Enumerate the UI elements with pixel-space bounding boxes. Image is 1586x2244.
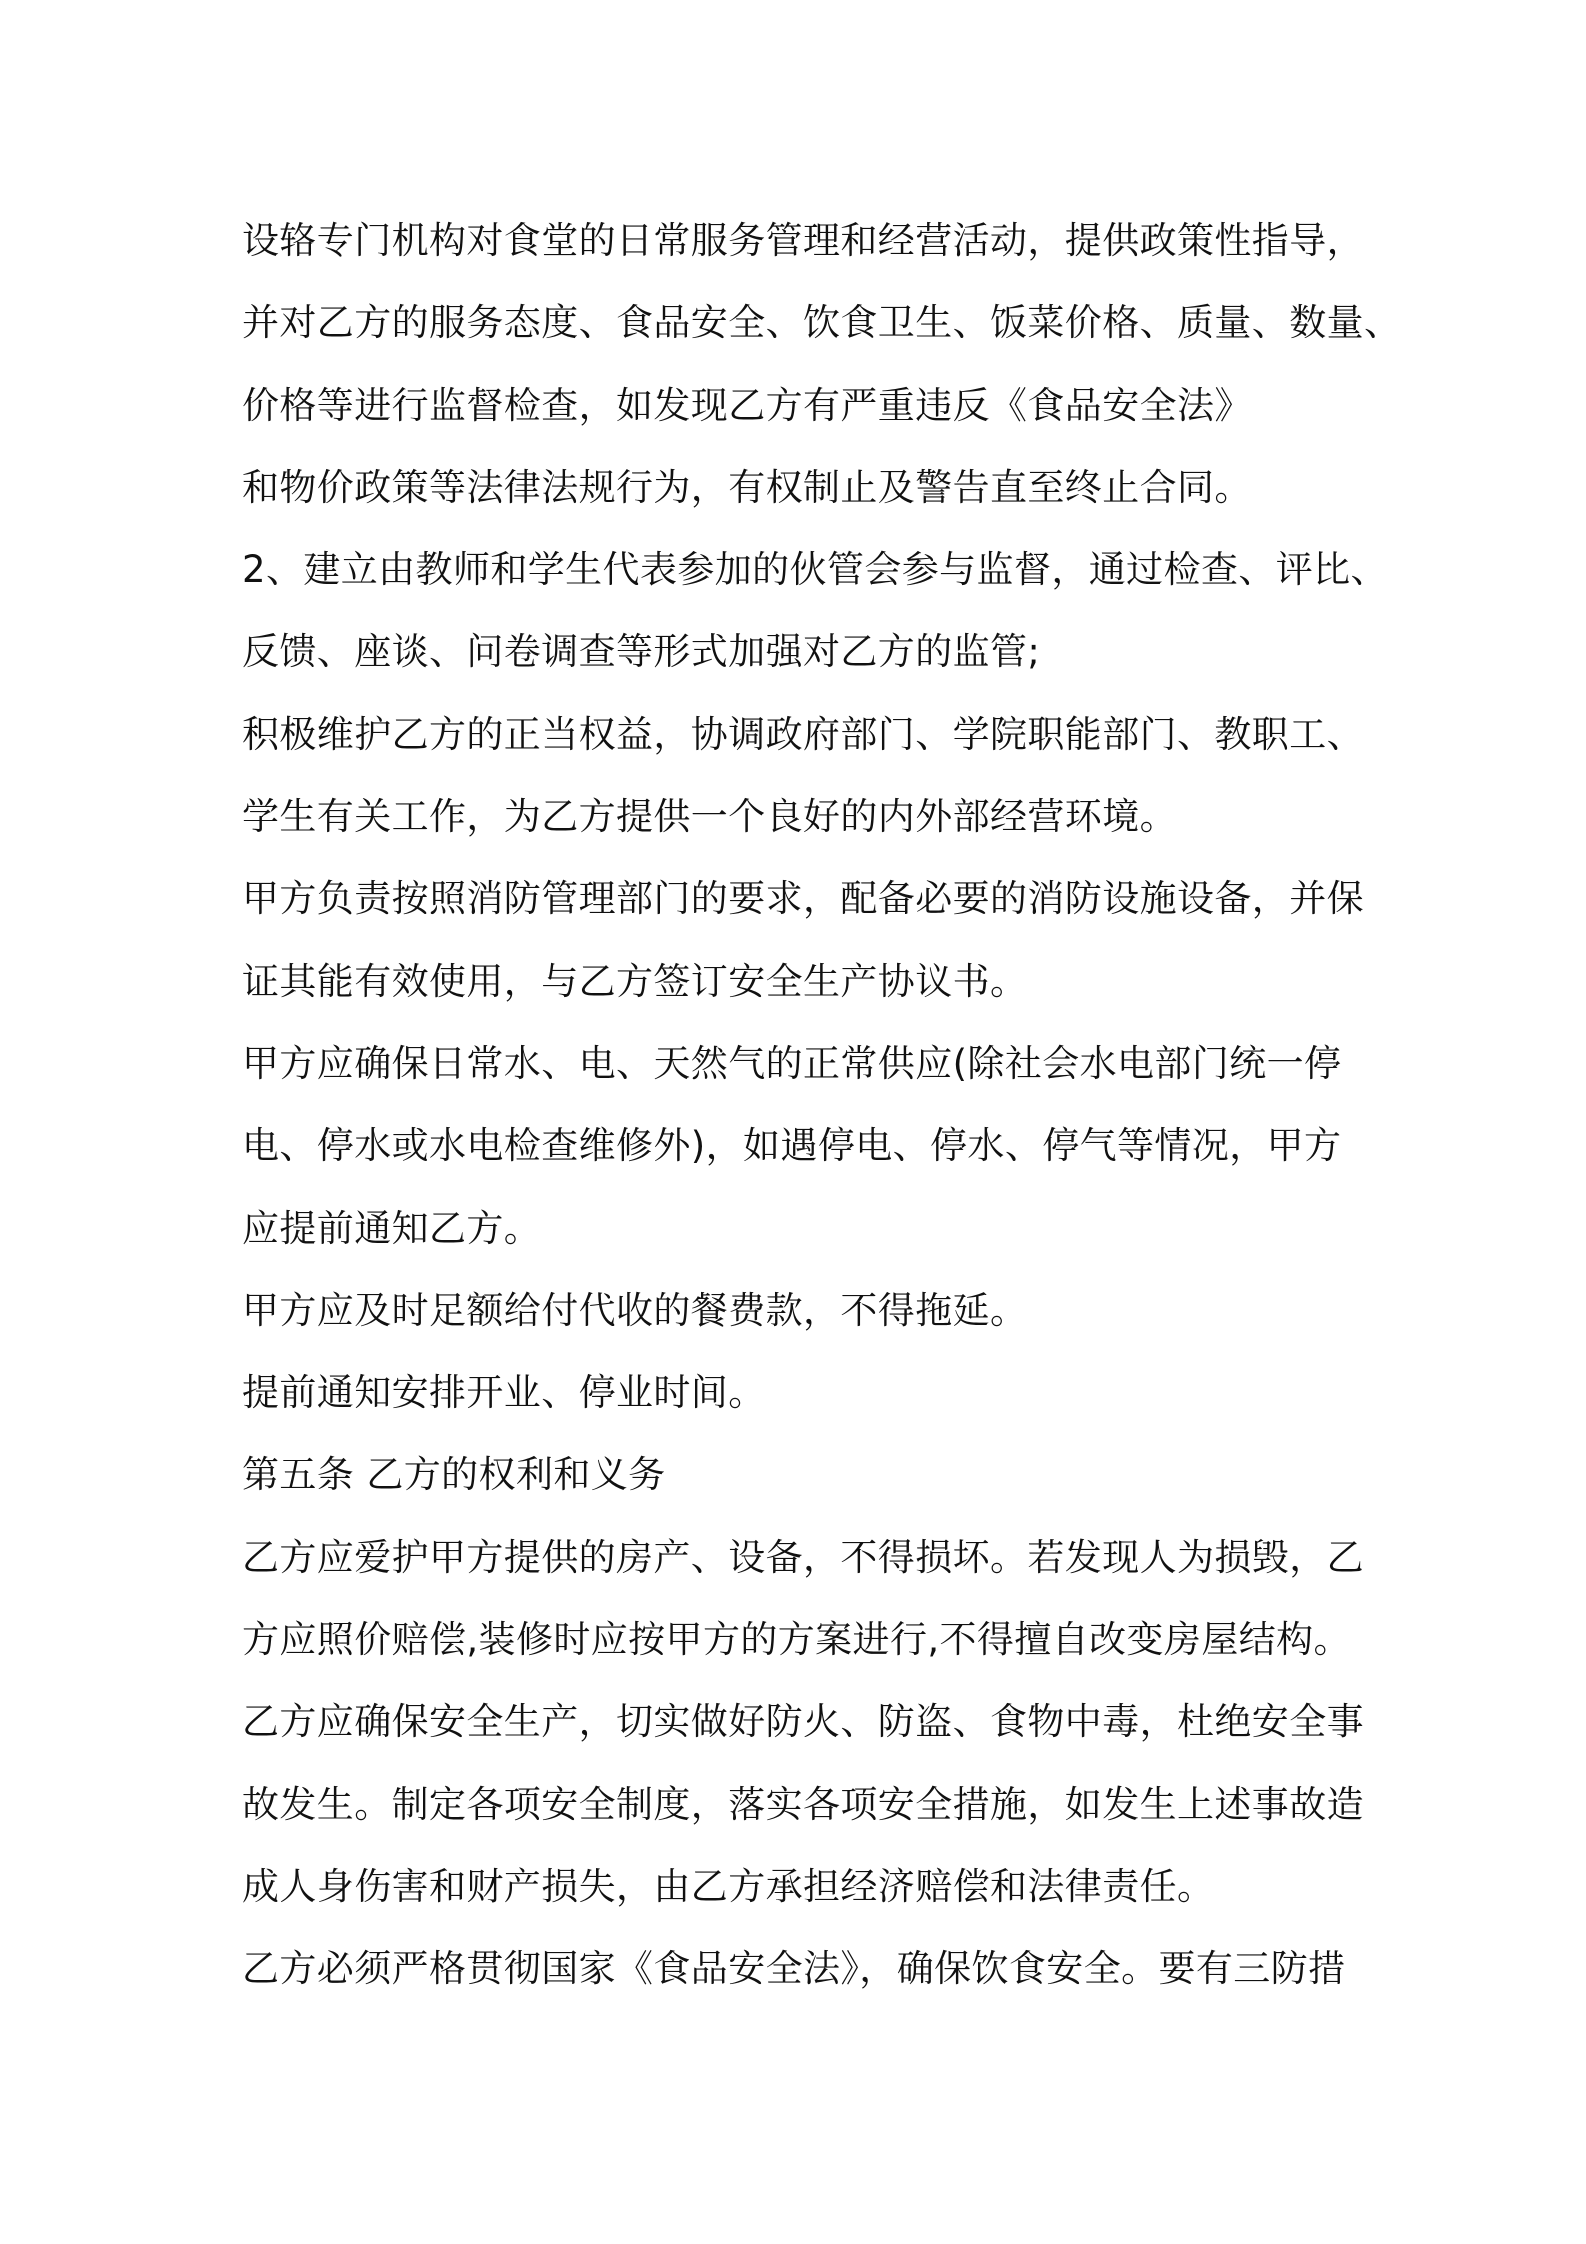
text-line: 学生有关工作，为乙方提供一个良好的内外部经营环境。 (242, 795, 1177, 839)
text-line: 应提前通知乙方。 (242, 1206, 542, 1250)
text-line: 方应照价赔偿,装修时应按甲方的方案进行,不得擅自改变房屋结构。 (242, 1618, 1351, 1662)
text-line: 乙方应爱护甲方提供的房产、设备，不得损坏。若发现人为损毁，乙 (242, 1535, 1364, 1579)
text-line: 设辂专门机构对食堂的日常服务管理和经营活动，提供政策性指导， (242, 219, 1364, 262)
text-line: 2、建立由教师和学生代表参加的伙管会参与监督，通过检查、评比、 (242, 548, 1388, 592)
text-line: 故发生。制定各项安全制度，落实各项安全措施，如发生上述事故造 (242, 1782, 1364, 1826)
text-line: 乙方必须严格贯彻国家《食品安全法》，确保饮食安全。要有三防措 (242, 1947, 1346, 1991)
text-line: 甲方应及时足额给付代收的餐费款，不得拖延。 (242, 1288, 1028, 1332)
text-line: 反馈、座谈、问卷调查等形式加强对乙方的监管; (242, 630, 1041, 674)
text-line: 积极维护乙方的正当权益，协调政府部门、学院职能部门、教职工、 (242, 712, 1364, 756)
section-heading: 第五条 乙方的权利和义务 (242, 1453, 666, 1497)
text-line: 证其能有效使用，与乙方签订安全生产协议书。 (242, 959, 1028, 1003)
text-line: 甲方应确保日常水、电、天然气的正常供应(除社会水电部门统一停 (242, 1041, 1342, 1085)
text-line: 甲方负责按照消防管理部门的要求，配备必要的消防设施设备，并保 (242, 877, 1364, 921)
text-line: 电、停水或水电检查维修外)，如遇停电、停水、停气等情况，甲方 (242, 1124, 1342, 1168)
text-line: 乙方应确保安全生产，切实做好防火、防盗、食物中毒，杜绝安全事 (242, 1700, 1364, 1744)
document-body (242, 200, 1402, 2011)
text-line: 并对乙方的服务态度、食品安全、饮食卫生、饭菜价格、质量、数量、 (242, 301, 1402, 345)
text-line: 提前通知安排开业、停业时间。 (242, 1371, 766, 1415)
text-line: 和物价政策等法律法规行为，有权制止及警告直至终止合同。 (242, 465, 1252, 509)
text-line: 价格等进行监督检查，如发现乙方有严重违反《食品安全法》 (242, 383, 1252, 427)
text-line: 成人身伤害和财产损失，由乙方承担经济赔偿和法律责任。 (242, 1864, 1215, 1908)
